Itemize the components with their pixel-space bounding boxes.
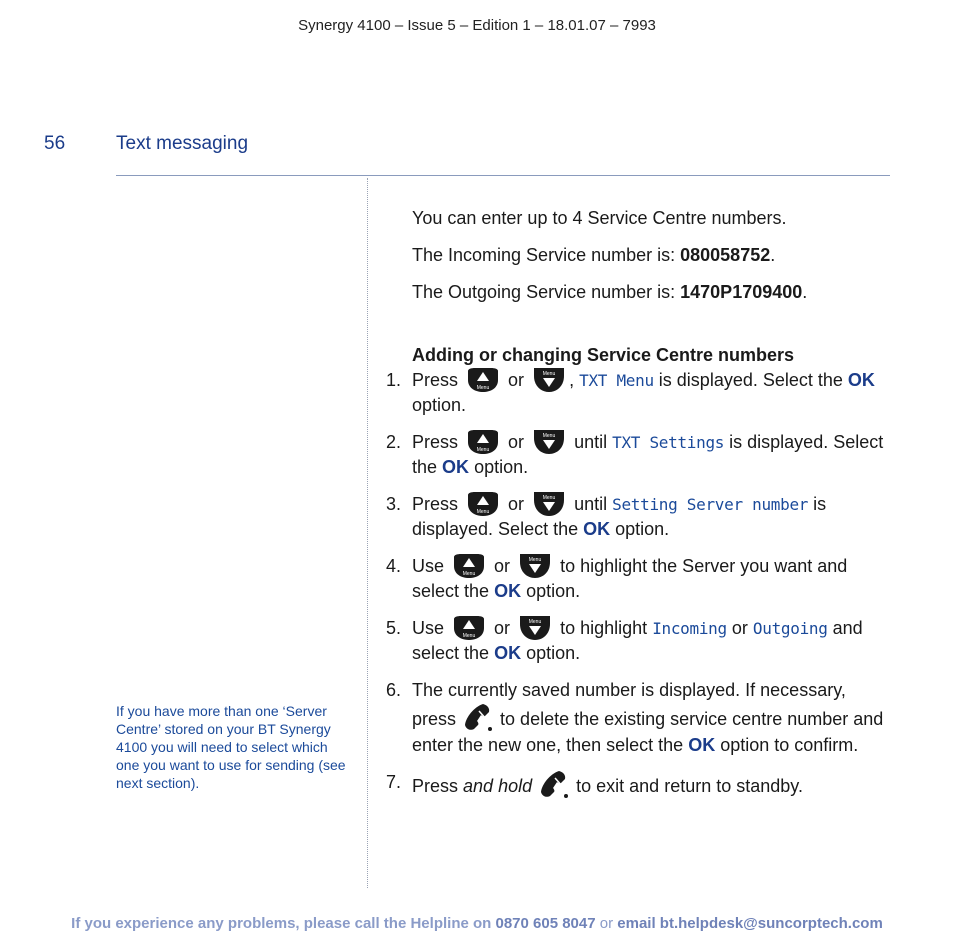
section-heading: Adding or changing Service Centre numbers [412, 345, 795, 365]
menu-up-button-icon [465, 492, 501, 516]
step-number: 1. [386, 370, 402, 390]
outgoing-service-number: 1470P1709400 [680, 282, 803, 302]
lcd-text-outgoing: Outgoing [752, 619, 828, 638]
menu-down-button-icon [531, 492, 567, 516]
helpdesk-email: email bt.helpdesk@suncorptech.com [617, 915, 883, 932]
ok-option: OK [583, 519, 611, 539]
helpline-footer: If you experience any problems, please call the Helpline on 0870 605 8047 or email bt.helpdesk@suncorptech.com [71, 915, 883, 932]
lcd-text: TXT Settings [612, 433, 725, 452]
intro-line-1: You can enter up to 4 Service Centre numbers. [412, 208, 787, 228]
lcd-text: TXT Menu [579, 371, 654, 390]
menu-down-button-icon [531, 368, 567, 392]
menu-up-button-icon [451, 616, 487, 640]
end-call-icon [539, 770, 569, 800]
end-call-icon [463, 703, 493, 733]
steps-list [386, 368, 892, 800]
step-4: 4. Use or to highlight the Server you want and select the OK option. [386, 556, 848, 601]
menu-down-button-icon [517, 616, 553, 640]
ok-option: OK [442, 457, 470, 477]
main-content [386, 206, 892, 812]
step-6: 6. The currently saved number is displayed. If necessary, press to delete the existing service centre number and enter the new one, then select the OK option to confirm. [386, 680, 884, 755]
step-number: 6. [386, 680, 402, 700]
section-title: Text messaging [116, 133, 249, 154]
menu-down-button-icon [517, 554, 553, 578]
document-header: Synergy 4100 – Issue 5 – Edition 1 – 18.01.07 – 7993 [298, 17, 656, 34]
column-divider [367, 178, 368, 888]
ok-option: OK [494, 581, 522, 601]
ok-option: OK [847, 370, 875, 390]
ok-option: OK [688, 735, 716, 755]
helpline-phone: 0870 605 8047 [495, 915, 596, 932]
and-hold-emphasis: and hold [463, 776, 533, 796]
sidebar-note: If you have more than one ‘Server Centre’ stored on your BT Synergy 4100 you will need to select which one you want to use for sending (see next section). [116, 703, 346, 791]
step-number: 4. [386, 556, 402, 576]
step-number: 2. [386, 432, 402, 452]
step-2: 2. Press or until TXT Settings is displayed. Select the OK option. [386, 432, 884, 477]
step-1: 1. Press or , TXT Menu is displayed. Select the OK option. [386, 370, 875, 415]
intro-line-3: The Outgoing Service number is: 1470P1709400. [412, 282, 808, 302]
incoming-service-number: 080058752 [680, 245, 771, 265]
menu-up-button-icon [465, 430, 501, 454]
step-number: 3. [386, 494, 402, 514]
menu-up-button-icon [451, 554, 487, 578]
step-number: 5. [386, 618, 402, 638]
step-5: 5. Use or to highlight Incoming or Outgoing and select the OK option. [386, 618, 863, 663]
page-number: 56 [44, 133, 66, 154]
menu-down-button-icon [531, 430, 567, 454]
lcd-text-incoming: Incoming [652, 619, 727, 638]
intro-line-2: The Incoming Service number is: 080058752. [412, 245, 776, 265]
step-3: 3. Press or until Setting Server number is displayed. Select the OK option. [386, 494, 827, 539]
step-number: 7. [386, 772, 402, 792]
step-7: 7. Press and hold to exit and return to standby. [412, 770, 892, 800]
ok-option: OK [494, 643, 522, 663]
header-rule [116, 175, 890, 176]
lcd-text: Setting Server number [612, 495, 809, 514]
menu-up-button-icon [465, 368, 501, 392]
